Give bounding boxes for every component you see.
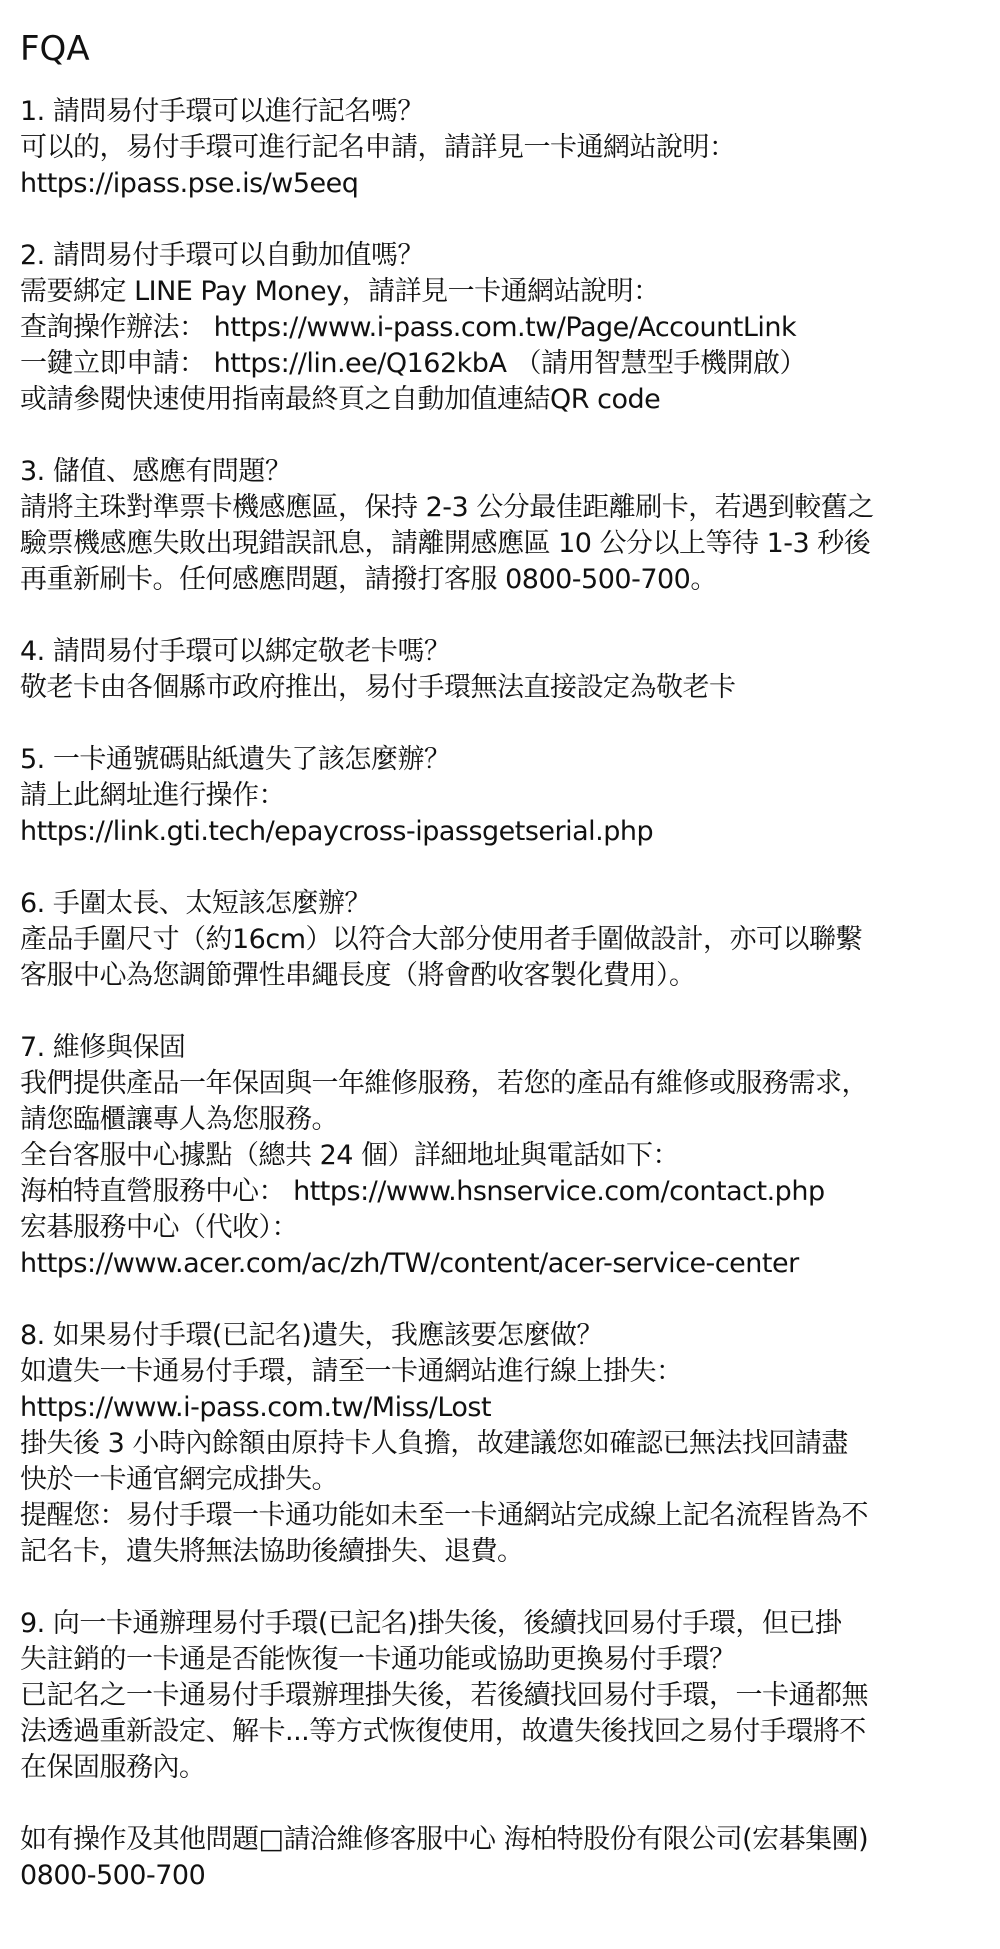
faq-answer-line: 宏碁服務中心（代收）： xyxy=(20,1212,298,1243)
faq-answer-line: 敬老卡由各個縣市政府推出，易付手環無法直接設定為敬老卡 xyxy=(20,672,736,703)
faq-question: 2. 請問易付手環可以自動加值嗎？ xyxy=(20,240,424,271)
link-line xyxy=(20,166,980,202)
faq-item xyxy=(20,1606,980,1786)
faq-answer-line: 請將主珠對準票卡機感應區，保持 2-3 公分最佳距離刷卡，若遇到較舊之 xyxy=(20,492,874,523)
faq-question: 4. 請問易付手環可以綁定敬老卡嗎？ xyxy=(20,636,451,667)
link-line xyxy=(20,1390,980,1426)
url-link[interactable]: https://www.acer.com/ac/zh/TW/content/acer-service-center xyxy=(20,1248,799,1279)
faq-answer-line: 如遺失一卡通易付手環，請至一卡通網站進行線上掛失： xyxy=(20,1356,683,1387)
faq-answer-line: 0800-500-700 xyxy=(20,1860,206,1891)
faq-answer-line: 我們提供產品一年保固與一年維修服務，若您的產品有維修或服務需求， xyxy=(20,1068,868,1099)
faq-answer-line: 再重新刷卡。任何感應問題，請撥打客服 0800-500-700。 xyxy=(20,564,717,595)
faq-answer-line: 或請參閱快速使用指南最終頁之自動加值連結QR code xyxy=(20,384,661,415)
faq-item xyxy=(20,742,980,850)
faq-answer-line: 海柏特直營服務中心： https://www.hsnservice.com/contact.php xyxy=(20,1176,825,1207)
faq-answer-line: 記名卡，遺失將無法協助後續掛失、退費。 xyxy=(20,1536,524,1567)
faq-answer-line: 在保固服務內。 xyxy=(20,1752,206,1783)
faq-question: 5. 一卡通號碼貼紙遺失了該怎麼辦？ xyxy=(20,744,451,775)
page-title: FQA xyxy=(20,29,90,69)
faq-sections xyxy=(20,94,980,1894)
link-line xyxy=(20,814,980,850)
faq-answer-line: 需要綁定 LINE Pay Money，請詳見一卡通網站說明： xyxy=(20,276,660,307)
faq-question: 7. 維修與保固 xyxy=(20,1032,186,1063)
faq-answer-line: 可以的，易付手環可進行記名申請，請詳見一卡通網站說明： xyxy=(20,132,736,163)
faq-item xyxy=(20,1030,980,1282)
faq-answer-line: 產品手圍尺寸（約16cm）以符合大部分使用者手圍做設計，亦可以聯繫 xyxy=(20,924,863,955)
faq-answer-line: 法透過重新設定、解卡...等方式恢復使用，故遺失後找回之易付手環將不 xyxy=(20,1716,866,1747)
faq-item xyxy=(20,94,980,202)
url-link[interactable]: https://link.gti.tech/epaycross-ipassgetserial.php xyxy=(20,816,654,847)
faq-answer-line: 請上此網址進行操作： xyxy=(20,780,285,811)
faq-answer-line: 查詢操作辦法： https://www.i-pass.com.tw/Page/AccountLink xyxy=(20,312,797,343)
faq-question: 6. 手圍太長、太短該怎麼辦？ xyxy=(20,888,371,919)
faq-question: 8. 如果易付手環(已記名)遺失，我應該要怎麼做？ xyxy=(20,1320,603,1351)
faq-answer-line: 一鍵立即申請： https://lin.ee/Q162kbA （請用智慧型手機開啟） xyxy=(20,348,806,379)
faq-answer-line: 提醒您：易付手環一卡通功能如未至一卡通網站完成線上記名流程皆為不 xyxy=(20,1500,868,1531)
faq-answer-line: 客服中心為您調節彈性串繩長度（將會酌收客製化費用）。 xyxy=(20,960,696,991)
url-link[interactable]: https://ipass.pse.is/w5eeq xyxy=(20,168,359,199)
faq-item xyxy=(20,454,980,598)
faq-item xyxy=(20,1318,980,1570)
faq-item xyxy=(20,886,980,994)
contact-section xyxy=(20,1822,980,1894)
faq-item xyxy=(20,634,980,706)
faq-answer-line: 請您臨櫃讓專人為您服務。 xyxy=(20,1104,338,1135)
faq-question: 3. 儲值、感應有問題？ xyxy=(20,456,292,487)
url-link[interactable]: https://www.i-pass.com.tw/Miss/Lost xyxy=(20,1392,492,1423)
faq-answer-line: 已記名之一卡通易付手環辦理掛失後，若後續找回易付手環，一卡通都無 xyxy=(20,1680,868,1711)
faq-answer-line: 全台客服中心據點（總共 24 個）詳細地址與電話如下： xyxy=(20,1140,680,1171)
link-line xyxy=(20,1246,980,1282)
faq-answer-line: 掛失後 3 小時內餘額由原持卡人負擔，故建議您如確認已無法找回請盡 xyxy=(20,1428,848,1459)
faq-question: 如有操作及其他問題□請洽維修客服中心 海柏特股份有限公司(宏碁集團) xyxy=(20,1824,869,1855)
faq-question: 9. 向一卡通辦理易付手環(已記名)掛失後，後續找回易付手環，但已掛 xyxy=(20,1608,842,1639)
faq-question: 1. 請問易付手環可以進行記名嗎？ xyxy=(20,96,424,127)
faq-answer-line: 快於一卡通官網完成掛失。 xyxy=(20,1464,338,1495)
faq-answer-line: 驗票機感應失敗出現錯誤訊息，請離開感應區 10 公分以上等待 1-3 秒後 xyxy=(20,528,871,559)
faq-item xyxy=(20,238,980,418)
faq-answer-line: 失註銷的一卡通是否能恢復一卡通功能或協助更換易付手環？ xyxy=(20,1644,736,1675)
